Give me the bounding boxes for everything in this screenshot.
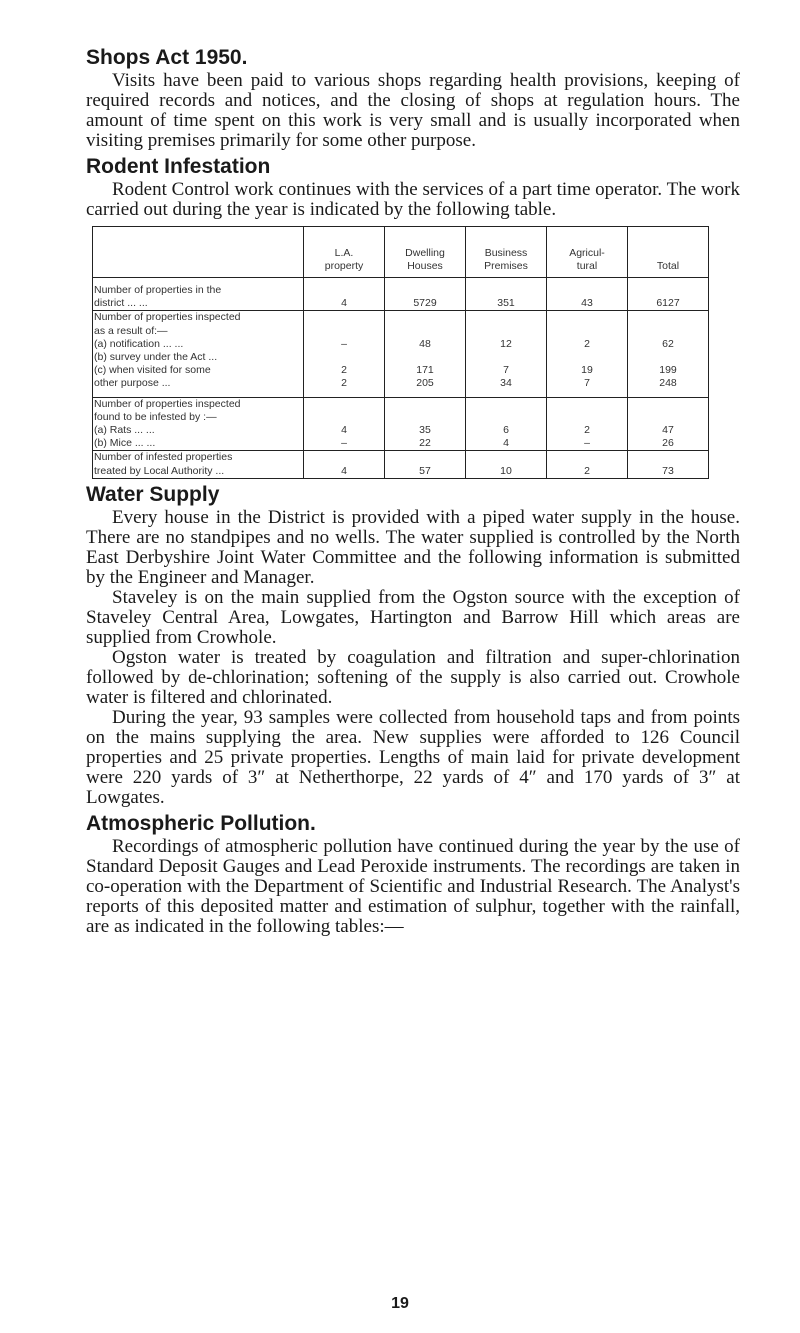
cell-value: 248 [659, 377, 677, 390]
cell-value: 12 [500, 337, 512, 350]
header-business-premises: Business Premises [466, 227, 547, 278]
cell-value: 4 [341, 297, 347, 310]
cell-value: 62 [662, 337, 674, 350]
paragraph-rodent-infestation: Rodent Control work continues with the services of a part time operator. The work carried out during the year is indicated by the following table. [86, 179, 740, 220]
header-agricultural: Agricul- tural [547, 227, 628, 278]
table-row [93, 311, 709, 397]
cell-value: 22 [419, 437, 431, 450]
heading-atmospheric-pollution: Atmospheric Pollution. [86, 811, 316, 835]
table-row [93, 278, 709, 311]
cell-value: 205 [416, 377, 434, 390]
cell-value: 6 [503, 424, 509, 436]
cell-value: 5729 [413, 297, 437, 310]
cell-value: 19 [581, 364, 593, 377]
header-blank [93, 227, 304, 278]
cell-value: 2 [584, 464, 590, 477]
cell-value: 43 [581, 297, 593, 310]
heading-water-supply: Water Supply [86, 482, 220, 506]
row-label: Number of properties in the district ... ... [93, 278, 304, 311]
cell-value: 7 [584, 377, 590, 390]
paragraph-water-3: Ogston water is treated by coagulation and filtration and super-chlorination followed by de-chlorination; softening of the supply is also carried out. Crowhole water is filtered and chlorinated. [86, 646, 740, 708]
paragraph-shops-act: Visits have been paid to various shops regarding health provisions, keeping of required records and notices, and the closing of shops at regulation hours. The amount of time spent on this work is very small and is usually incorporated when visiting premises primarily for some other purpose. [86, 70, 740, 151]
cell-value: 57 [419, 464, 431, 477]
paragraph-water-2: Staveley is on the main supplied from the Ogston source with the exception of Staveley Central Area, Lowgates, Hartington and Barrow Hill which areas are supplied from Crowhole. [86, 586, 740, 648]
cell-value: 171 [416, 364, 434, 377]
cell-value: 48 [419, 337, 431, 350]
row-label: Number of properties inspected as a result of:— (a) notification ... ... (b) survey under the Act ... (c) when visited for some other purpose ... [93, 311, 304, 397]
table-row [93, 397, 709, 451]
cell-value: 4 [341, 424, 347, 436]
cell-value: – [341, 437, 347, 450]
cell-value: 2 [584, 424, 590, 436]
cell-value: 26 [662, 437, 674, 450]
cell-value: 199 [659, 364, 677, 377]
cell-value: 47 [662, 424, 674, 436]
paragraph-atmospheric-pollution: Recordings of atmospheric pollution have continued during the year by the use of Standard Deposit Gauges and Lead Peroxide instruments. The recordings are taken in co-operation with the Department of Scientific and Industrial Research. The Analyst's reports of this deposited matter and estimation of sulphur, together with the rainfall, are as indicated in the following tables:— [86, 835, 740, 937]
header-dwelling-houses: Dwelling Houses [385, 227, 466, 278]
document-page [86, 44, 740, 937]
cell-value: 7 [503, 364, 509, 377]
table-header-row [93, 227, 709, 278]
cell-value: – [584, 437, 590, 450]
row-label: Number of infested properties treated by Local Authority ... [93, 451, 304, 478]
cell-value: 2 [341, 364, 347, 377]
paragraph-water-4: During the year, 93 samples were collected from household taps and from points on the mains supplying the area. New supplies were afforded to 126 Council properties and 25 private properties. Lengths of main laid for private development were 220 yards of 3″ at Netherthorpe, 22 yards of 4″ and 170 yards of 3″ at Lowgates. [86, 706, 740, 808]
cell-value: 34 [500, 377, 512, 390]
rodent-control-table [92, 226, 709, 479]
header-la-property: L.A. property [304, 227, 385, 278]
cell-value: 10 [500, 464, 512, 477]
page-number: 19 [391, 1295, 409, 1312]
cell-value: 351 [497, 297, 515, 310]
cell-value: 2 [341, 377, 347, 390]
table-row [93, 451, 709, 478]
header-total: Total [628, 227, 709, 278]
row-label: Number of properties inspected found to be infested by :— (a) Rats ... ... (b) Mice ... ... [93, 397, 304, 451]
paragraph-water-1: Every house in the District is provided with a piped water supply in the house. There are no standpipes and no wells. The water supplied is controlled by the North East Derbyshire Joint Water Committee and the following information is submitted by the Engineer and Manager. [86, 506, 740, 588]
cell-value: 73 [662, 464, 674, 477]
cell-value: 6127 [656, 297, 680, 310]
heading-rodent-infestation: Rodent Infestation [86, 155, 271, 178]
cell-value: 4 [503, 437, 509, 450]
cell-value: 35 [419, 424, 431, 436]
cell-value: 4 [341, 464, 347, 477]
cell-value: 2 [584, 337, 590, 350]
heading-shops-act: Shops Act 1950. [86, 46, 248, 69]
cell-value: – [341, 337, 347, 350]
